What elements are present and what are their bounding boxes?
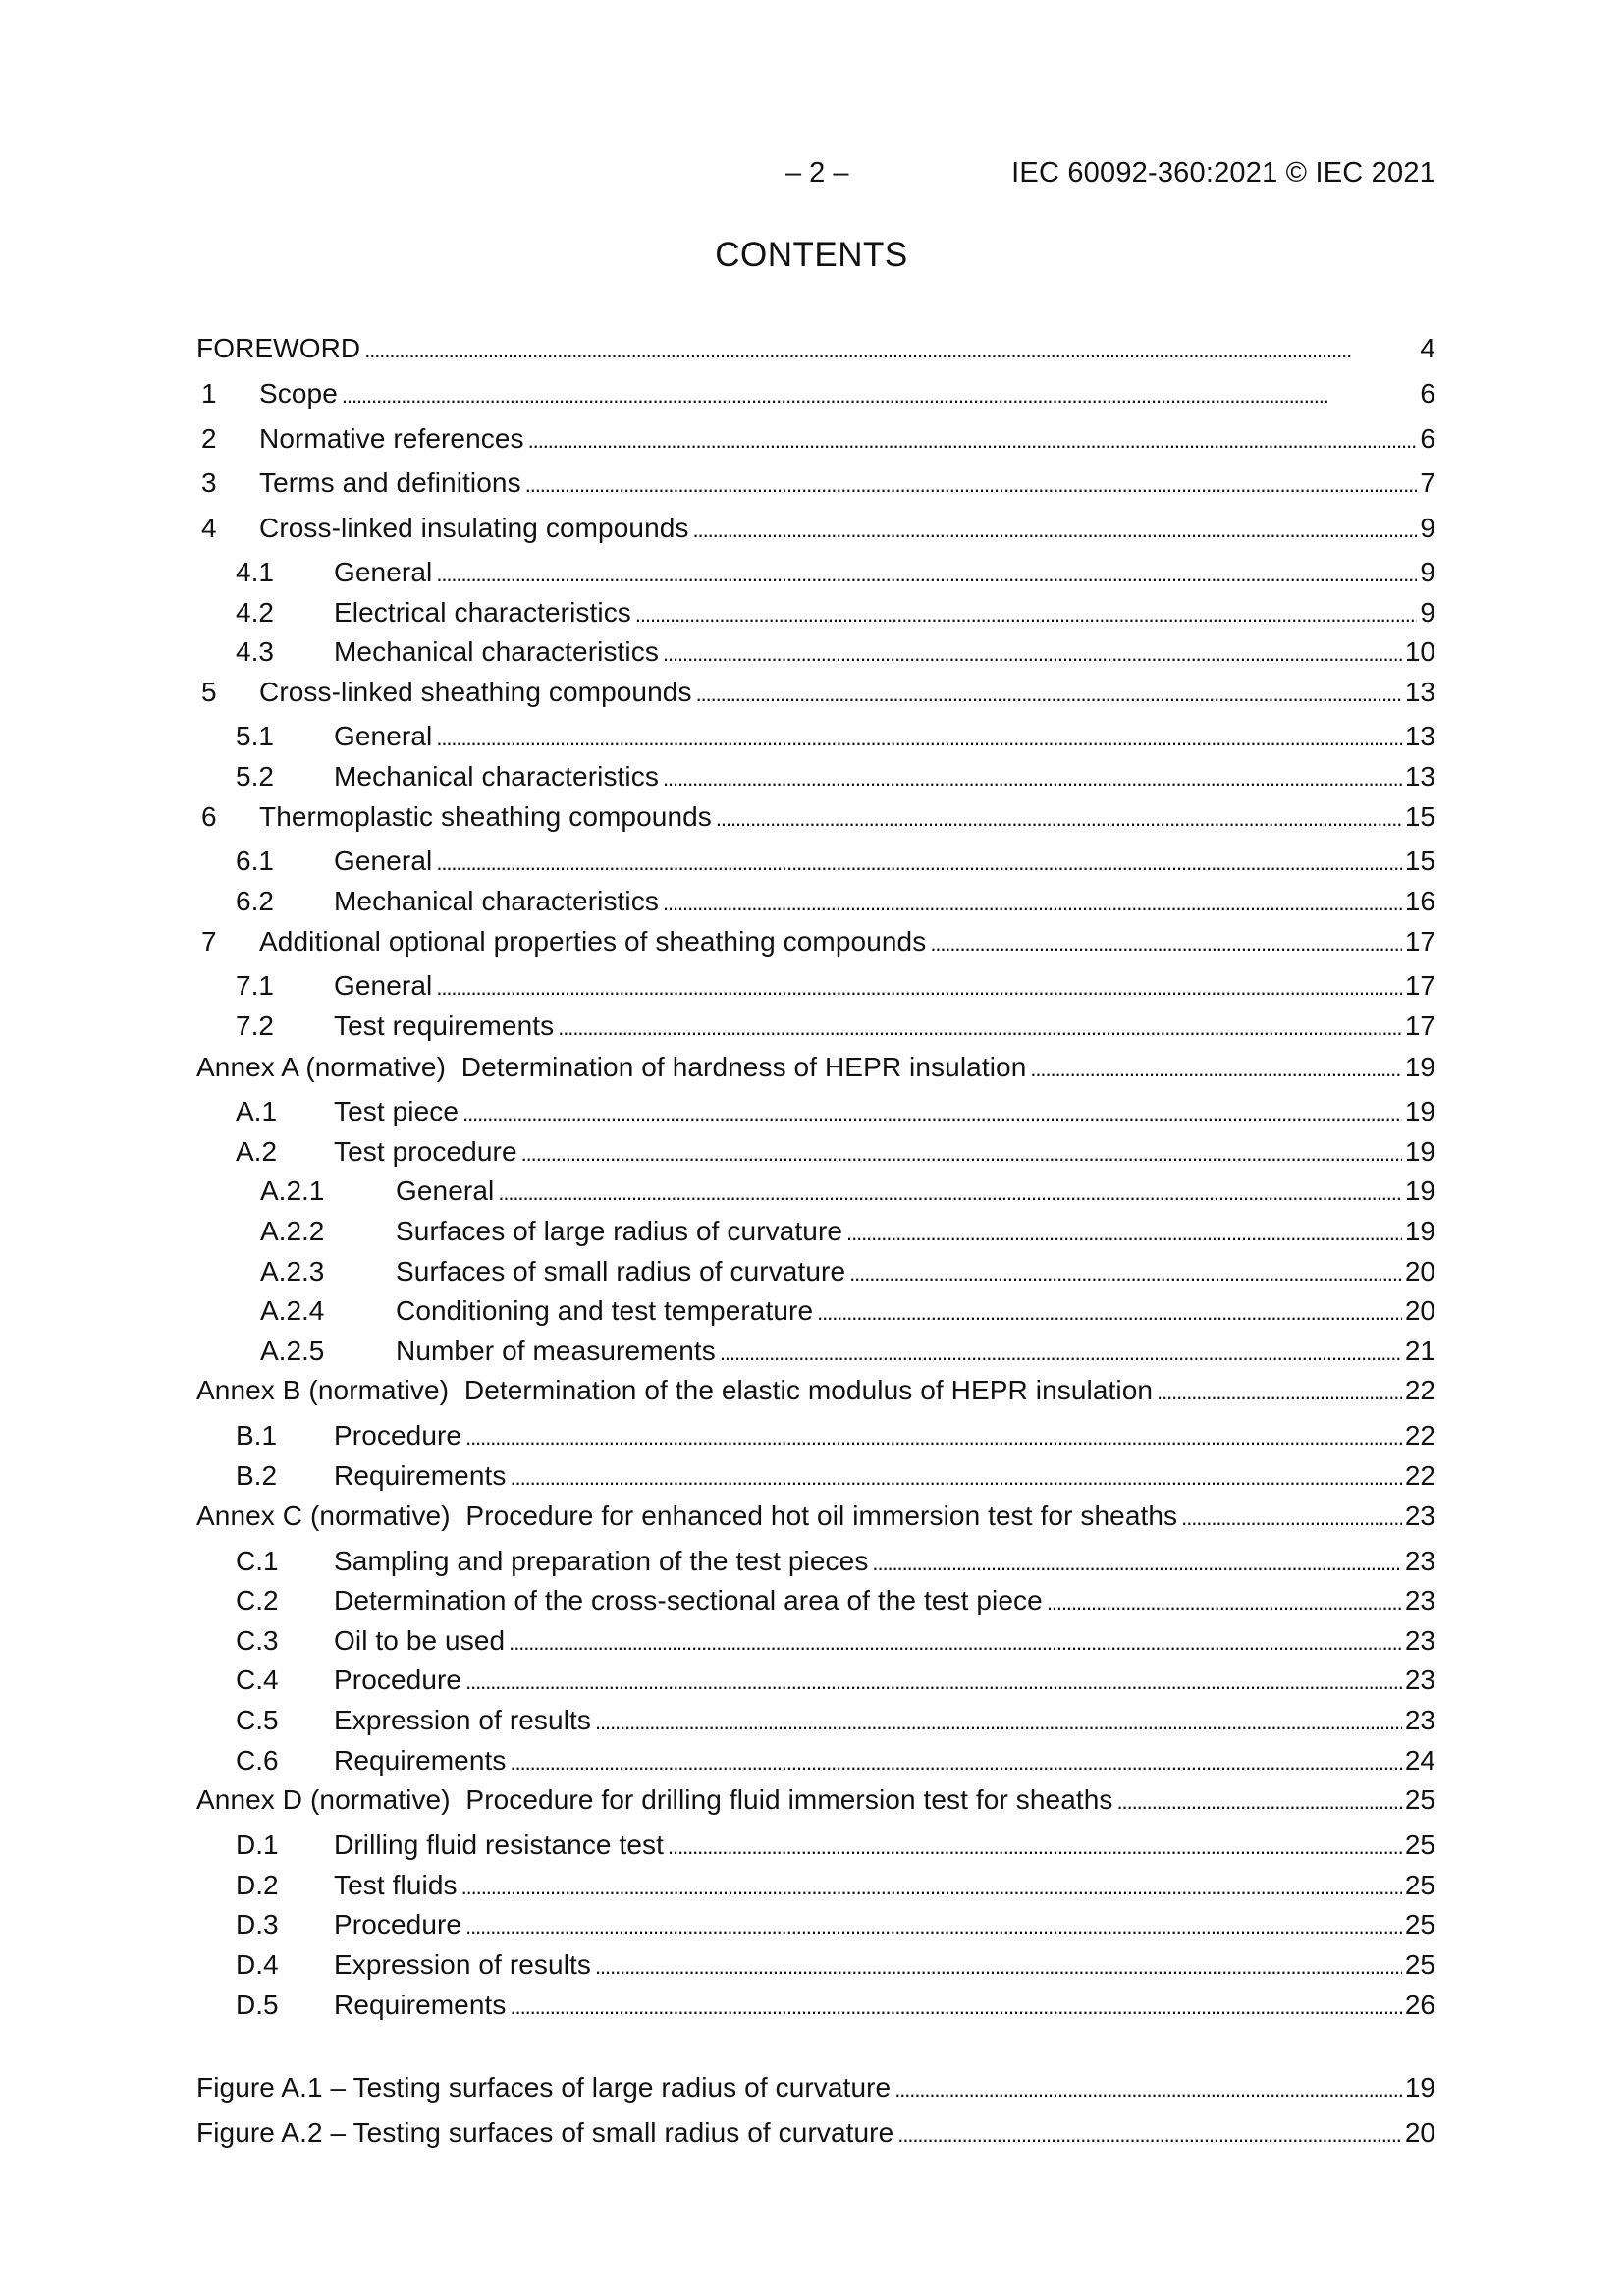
toc-entry[interactable] [196,1704,1435,1737]
toc-entry-number: 6.1 [236,846,274,876]
dot-leader [849,1255,1402,1290]
toc-entry[interactable] [196,556,1435,589]
toc-entry-number: B.2 [236,1460,278,1491]
toc-entry-page: 22 [1404,1375,1435,1405]
toc-entry[interactable] [196,1010,1435,1043]
toc-entry-page: 25 [1404,1784,1435,1815]
toc-entry-number: B.1 [236,1420,278,1450]
dot-leader [897,2116,1402,2152]
toc-entry-title: Surfaces of large radius of curvature [396,1216,843,1246]
toc-entry[interactable] [196,720,1435,753]
toc-entry-page: 19 [1404,2072,1435,2103]
toc-entry[interactable] [196,1255,1435,1288]
dot-leader [511,1744,1402,1779]
toc-entry-title: General [334,846,433,876]
toc-entry-page: 13 [1404,677,1435,707]
dot-leader [846,1215,1402,1250]
toc-entry-number: 4.2 [236,597,274,628]
dot-leader [663,635,1402,671]
toc-entry[interactable] [196,1908,1435,1941]
toc-entry-title: General [396,1175,495,1206]
toc-entry-title: Thermoplastic sheathing compounds [259,801,712,832]
dot-leader [436,720,1402,755]
toc-entry-title: Cross-linked insulating compounds [259,513,689,543]
toc-entry-number: A.2.1 [260,1175,325,1206]
toc-entry[interactable] [196,512,1435,545]
toc-entry-title: Number of measurements [396,1336,716,1366]
dot-leader [364,332,1417,367]
toc-entry-title: Procedure [334,1420,462,1450]
toc-entry-number: 5 [201,677,217,707]
toc-entry[interactable] [196,1419,1435,1452]
toc-entry-page: 25 [1404,1870,1435,1900]
toc-entry-page: 24 [1404,1745,1435,1776]
toc-entry-title: Mechanical characteristics [334,636,659,667]
toc-entry-title: Test requirements [334,1011,555,1041]
toc-entry-title: General [334,557,433,587]
toc-entry[interactable] [196,1545,1435,1578]
toc-entry-number: C.5 [236,1705,279,1735]
dot-leader [521,1135,1402,1171]
toc-entry-title: Test piece [334,1096,460,1126]
toc-entry-title: Normative references [259,423,524,454]
toc-entry-number: A.2.4 [260,1295,325,1326]
dot-leader [525,466,1418,502]
toc-entry-number: 7.2 [236,1011,274,1041]
dot-leader [465,1908,1402,1943]
toc-entry-page: 17 [1404,970,1435,1001]
toc-entry[interactable] [196,2116,1435,2150]
toc-entry-title: Procedure [334,1665,462,1695]
toc-entry-page: 13 [1404,721,1435,751]
toc-entry-number: D.3 [236,1909,279,1940]
toc-entry-number: A.2 [236,1136,278,1167]
dot-leader [817,1294,1402,1330]
toc-entry-page: 25 [1404,1949,1435,1980]
toc-entry[interactable] [196,1215,1435,1248]
toc-entry-page: 23 [1404,1585,1435,1615]
toc-entry[interactable] [196,635,1435,669]
toc-entry-page: 20 [1404,1295,1435,1326]
dot-leader [696,676,1402,711]
toc-entry-number: C.4 [236,1665,279,1695]
toc-entry-page: 23 [1404,1501,1435,1531]
toc-entry-title: Conditioning and test temperature [396,1295,814,1326]
toc-entry-number: 4.1 [236,557,274,587]
toc-entry-title: General [334,721,433,751]
toc-entry-title: General [334,970,433,1001]
toc-entry[interactable] [196,332,1435,365]
toc-entry-title: Scope [259,378,338,409]
toc-entry-page: 22 [1404,1460,1435,1491]
toc-entry-page: 23 [1404,1705,1435,1735]
dot-leader [465,1664,1402,1699]
toc-entry[interactable] [196,1869,1435,1902]
toc-entry[interactable] [196,1335,1435,1368]
toc-entry[interactable] [196,1500,1435,1533]
toc-entry[interactable] [196,1989,1435,2022]
dot-leader [872,1545,1401,1580]
toc-entry-title: Expression of results [334,1949,591,1980]
toc-entry-number: 6.2 [236,886,274,916]
toc-entry-number: C.2 [236,1585,279,1615]
toc-entry[interactable] [196,1135,1435,1169]
toc-entry-number: 2 [201,423,217,454]
toc-entry-page: 25 [1404,1909,1435,1940]
toc-entry-number: 3 [201,467,217,498]
toc-entry[interactable] [196,1459,1435,1493]
dot-leader [528,422,1418,458]
dot-leader [558,1010,1402,1045]
contents-title: CONTENTS [715,236,908,274]
toc-entry-page: 16 [1404,886,1435,916]
toc-entry[interactable] [196,1664,1435,1697]
toc-entry[interactable] [196,466,1435,500]
toc-entry[interactable] [196,845,1435,878]
toc-entry-title: Test fluids [334,1870,458,1900]
toc-entry-number: 6 [201,801,217,832]
toc-entry[interactable] [196,596,1435,629]
toc-entry-title: Oil to be used [334,1625,506,1656]
toc-entry[interactable] [196,1948,1435,1982]
toc-entry-number: A.2.3 [260,1256,325,1286]
toc-entry-number: D.1 [236,1830,279,1860]
dot-leader [436,556,1417,591]
toc-entry-number: A.2.2 [260,1216,325,1246]
toc-entry-title: Annex A (normative) Determination of hardness of HEPR insulation [196,1052,1027,1082]
dot-leader [894,2071,1402,2106]
toc-entry-title: Mechanical characteristics [334,886,659,916]
toc-entry-page: 17 [1404,926,1435,957]
document-id: IEC 60092-360:2021 © IEC 2021 [1011,157,1435,189]
page-header [0,157,1623,196]
toc-entry[interactable] [196,377,1435,410]
toc-entry[interactable] [196,2071,1435,2105]
toc-entry[interactable] [196,925,1435,958]
toc-entry-number: D.2 [236,1870,279,1900]
toc-entry-number: 5.1 [236,721,274,751]
toc-entry[interactable] [196,1744,1435,1777]
dot-leader [342,377,1418,412]
toc-entry-title: Annex C (normative) Procedure for enhanced hot oil immersion test for sheaths [196,1501,1178,1531]
toc-entry-page: 22 [1404,1420,1435,1450]
dot-leader [498,1175,1402,1210]
toc-entry-number: 4 [201,513,217,543]
toc-entry-page: 19 [1404,1052,1435,1082]
dot-leader [511,1989,1402,2024]
dot-leader [1030,1051,1401,1086]
toc-entry-page: 19 [1404,1175,1435,1206]
toc-entry[interactable] [196,676,1435,709]
dot-leader [461,1869,1402,1904]
toc-entry-title: Drilling fluid resistance test [334,1830,665,1860]
dot-leader [668,1829,1402,1864]
dot-leader [663,760,1402,795]
dot-leader [1117,1783,1402,1819]
toc-entry-title: Electrical characteristics [334,597,631,628]
toc-entry-page: 4 [1420,333,1435,363]
toc-entry-number: D.4 [236,1949,279,1980]
toc-entry[interactable] [196,1783,1435,1817]
toc-entry-title: Test procedure [334,1136,517,1167]
toc-entry-page: 23 [1404,1665,1435,1695]
dot-leader [1047,1584,1402,1619]
toc-entry-title: Annex D (normative) Procedure for drilling fluid immersion test for sheaths [196,1784,1113,1815]
toc-entry-page: 9 [1420,597,1435,628]
toc-entry-page: 19 [1404,1096,1435,1126]
toc-entry-number: D.5 [236,1990,279,2020]
toc-entry-page: 10 [1404,636,1435,667]
dot-leader [595,1948,1402,1984]
toc-entry-title: Determination of the cross-sectional area of the test piece [334,1585,1043,1615]
toc-entry-page: 23 [1404,1625,1435,1656]
toc-entry[interactable] [196,1051,1435,1084]
toc-entry-page: 23 [1404,1546,1435,1576]
dot-leader [716,800,1402,836]
dot-leader [509,1624,1402,1660]
toc-entry[interactable] [196,1294,1435,1328]
toc-entry-title: Terms and definitions [259,467,521,498]
page-number: – 2 – [785,157,849,189]
toc-entry-number: C.1 [236,1546,279,1576]
toc-entry-page: 25 [1404,1830,1435,1860]
dot-leader [462,1095,1402,1130]
toc-entry-title: FOREWORD [196,333,361,363]
toc-entry-page: 26 [1404,1990,1435,2020]
dot-leader [436,845,1402,880]
dot-leader [693,512,1418,547]
toc-entry-title: Procedure [334,1909,462,1940]
toc-entry-number: A.1 [236,1096,278,1126]
toc-entry-page: 9 [1420,557,1435,587]
toc-entry[interactable] [196,1175,1435,1208]
toc-entry[interactable] [196,885,1435,918]
toc-entry[interactable] [196,1584,1435,1617]
toc-entry-title: Figure A.1 – Testing surfaces of large radius of curvature [196,2072,892,2103]
toc-entry[interactable] [196,1829,1435,1862]
dot-leader [635,596,1418,631]
toc-entry-title: Annex B (normative) Determination of the elastic modulus of HEPR insulation [196,1375,1154,1405]
toc-entry-title: Additional optional properties of sheathing compounds [259,926,927,957]
toc-entry-title: Requirements [334,1460,507,1491]
toc-entry-page: 7 [1420,467,1435,498]
toc-entry[interactable] [196,422,1435,456]
toc-entry-page: 15 [1404,801,1435,832]
dot-leader [465,1419,1402,1454]
dot-leader [1181,1500,1402,1535]
toc-entry-page: 20 [1404,1256,1435,1286]
toc-entry-title: Sampling and preparation of the test pieces [334,1546,869,1576]
toc-entry-number: 5.2 [236,761,274,792]
toc-entry[interactable] [196,1374,1435,1407]
dot-leader [930,925,1402,960]
toc-entry-number: 1 [201,378,217,409]
dot-leader [436,969,1402,1005]
toc-entry-title: Expression of results [334,1705,591,1735]
toc-entry-page: 19 [1404,1136,1435,1167]
toc-entry[interactable] [196,800,1435,834]
dot-leader [720,1335,1402,1370]
toc-entry-title: Figure A.2 – Testing surfaces of small radius of curvature [196,2117,894,2148]
toc-entry-title: Surfaces of small radius of curvature [396,1256,846,1286]
toc-entry-title: Requirements [334,1990,507,2020]
toc-entry-page: 6 [1420,378,1435,409]
dot-leader [511,1459,1402,1495]
toc-entry[interactable] [196,760,1435,793]
toc-entry-page: 13 [1404,761,1435,792]
dot-leader [663,885,1402,920]
toc-entry-page: 6 [1420,423,1435,454]
toc-entry[interactable] [196,1624,1435,1658]
toc-entry[interactable] [196,1095,1435,1128]
toc-entry-page: 20 [1404,2117,1435,2148]
toc-entry-title: Mechanical characteristics [334,761,659,792]
toc-entry-number: 4.3 [236,636,274,667]
toc-entry-page: 21 [1404,1336,1435,1366]
toc-entry-page: 19 [1404,1216,1435,1246]
toc-entry-number: A.2.5 [260,1336,325,1366]
dot-leader [1157,1374,1402,1409]
toc-entry-title: Cross-linked sheathing compounds [259,677,692,707]
toc-entry-number: C.6 [236,1745,279,1776]
toc-entry-title: Requirements [334,1745,507,1776]
toc-entry-number: C.3 [236,1625,279,1656]
toc-entry-page: 15 [1404,846,1435,876]
toc-entry-number: 7 [201,926,217,957]
toc-entry-number: 7.1 [236,970,274,1001]
toc-entry-page: 9 [1420,513,1435,543]
toc-entry-page: 17 [1404,1011,1435,1041]
toc-entry[interactable] [196,969,1435,1003]
dot-leader [595,1704,1402,1739]
